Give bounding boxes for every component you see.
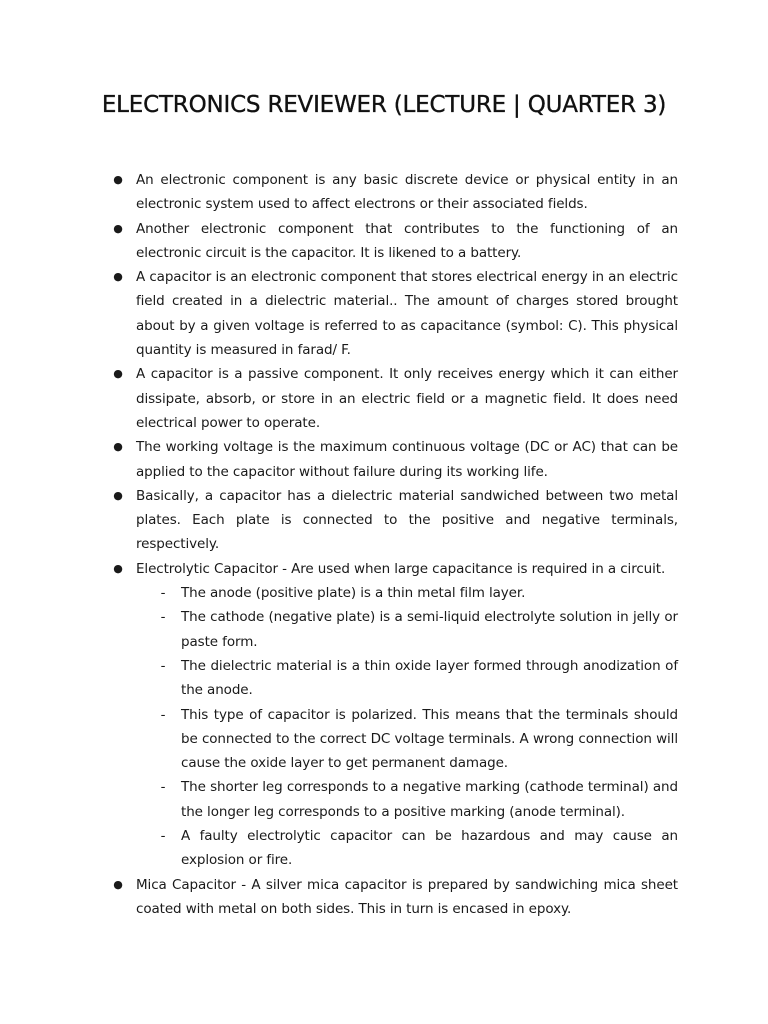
bullet-item-electrolytic — [113, 557, 678, 873]
bullet-text: Another electronic component that contributes to the functioning of an electronic circuit is the capacitor. It is likened to a battery. — [136, 220, 678, 261]
bullet-item — [113, 873, 678, 922]
bullet-dot-icon: ● — [113, 173, 123, 186]
dash-icon: - — [160, 779, 166, 796]
sub-item-text: A faulty electrolytic capacitor can be hazardous and may cause an explosion or fire. — [181, 828, 678, 869]
bullet-item — [113, 217, 678, 266]
sub-item — [160, 703, 678, 776]
bullet-text: The working voltage is the maximum continuous voltage (DC or AC) that can be applied to the capacitor without failure during its working life. — [136, 439, 678, 480]
sub-item — [160, 775, 678, 824]
dash-icon: - — [160, 585, 166, 602]
sub-item-text: The cathode (negative plate) is a semi-liquid electrolyte solution in jelly or paste form. — [181, 609, 678, 650]
electrolytic-sublist — [136, 581, 678, 873]
bullet-item — [113, 168, 678, 217]
bullet-item — [113, 484, 678, 557]
bullet-dot-icon: ● — [113, 221, 123, 235]
dash-icon: - — [160, 828, 166, 845]
bullet-list — [113, 168, 678, 921]
bullet-dot-icon: ● — [113, 488, 123, 502]
sub-item — [160, 654, 678, 703]
bullet-text: An electronic component is any basic discrete device or physical entity in an electronic system used to affect electrons or their associated fields. — [136, 172, 678, 213]
sub-item — [160, 581, 678, 605]
bullet-text: Basically, a capacitor has a dielectric material sandwiched between two metal plates. Each plate is connected to the positive and negative terminals, respectively. — [136, 487, 678, 553]
bullet-item — [113, 362, 678, 435]
sub-item-text: The shorter leg corresponds to a negative marking (cathode terminal) and the longer leg corresponds to a positive marking (anode terminal). — [181, 779, 678, 820]
bullet-dot-icon: ● — [113, 440, 123, 454]
bullet-item — [113, 435, 678, 484]
bullet-dot-icon: ● — [113, 877, 123, 891]
bullet-dot-icon: ● — [113, 561, 123, 575]
dash-icon: - — [160, 657, 166, 674]
document-title: ELECTRONICS REVIEWER (LECTURE | QUARTER 3) — [101, 92, 667, 118]
dash-icon: - — [160, 706, 166, 723]
bullet-item — [113, 265, 678, 362]
sub-item-text: This type of capacitor is polarized. This means that the terminals should be connected to the correct DC voltage terminals. A wrong connection will cause the oxide layer to get permanent damage. — [181, 706, 678, 772]
bullet-text: A capacitor is a passive component. It only receives energy which it can either dissipate, absorb, or store in an electric field or a magnetic field. It does need electrical power to operate. — [136, 366, 678, 431]
sub-item-text: The dielectric material is a thin oxide layer formed through anodization of the anode. — [181, 657, 678, 699]
bullet-dot-icon: ● — [113, 367, 123, 381]
sub-item — [160, 605, 678, 654]
sub-item-text: The anode (positive plate) is a thin metal film layer. — [181, 585, 526, 602]
bullet-text: Electrolytic Capacitor - Are used when large capacitance is required in a circuit. — [136, 560, 666, 577]
bullet-text: Mica Capacitor - A silver mica capacitor is prepared by sandwiching mica sheet coated with metal on both sides. This in turn is encased in epoxy. — [136, 876, 678, 917]
bullet-text: A capacitor is an electronic component that stores electrical energy in an electric field created in a dielectric material.. The amount of charges stored brought about by a given voltage is referred to as capacitance (symbol: C). This physical quantity is measured in farad/ F. — [136, 269, 678, 359]
sub-item — [160, 824, 678, 873]
dash-icon: - — [160, 609, 166, 626]
bullet-dot-icon: ● — [113, 270, 123, 284]
